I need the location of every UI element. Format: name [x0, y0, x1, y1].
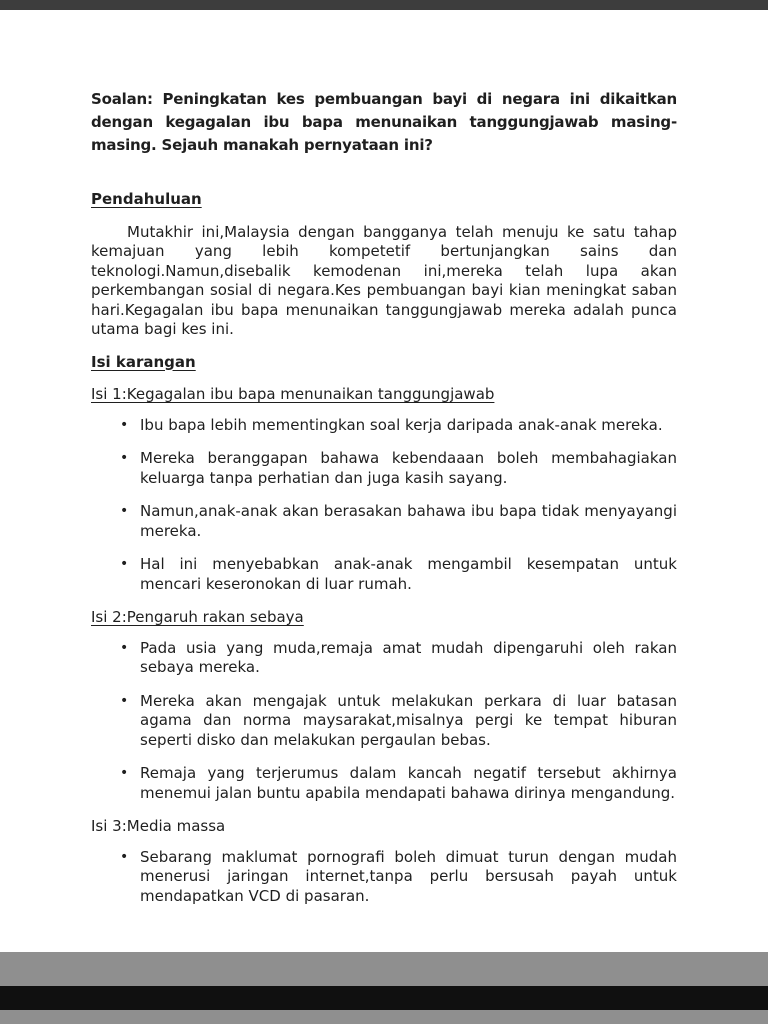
bullet-text: Ibu bapa lebih mementingkan soal kerja daripada anak-anak mereka.	[140, 415, 663, 434]
bullet-text: Mereka akan mengajak untuk melakukan perkara di luar batasan agama dan norma maysarakat,misalnya pergi ke tempat hiburan seperti disko dan melakukan pergaulan bebas.	[140, 691, 677, 749]
bullet-text: Sebarang maklumat pornografi boleh dimuat turun dengan mudah menerusi jaringan internet,tanpa perlu bersusah payah untuk mendapatkan VCD di pasaran.	[140, 847, 677, 905]
heading-isi-1: Isi 1:Kegagalan ibu bapa menunaikan tanggungjawab	[91, 385, 495, 403]
bullet-text: Pada usia yang muda,remaja amat mudah dipengaruhi oleh rakan sebaya mereka.	[140, 638, 677, 676]
bullet-item	[91, 416, 677, 436]
heading-isi-karangan: Isi karangan	[91, 352, 196, 371]
document-page	[0, 10, 768, 952]
bullet-item	[91, 555, 677, 594]
viewer-background	[0, 952, 768, 1024]
isi-3-bullet-list	[91, 848, 677, 907]
isi-2-bullet-list	[91, 639, 677, 804]
bullet-item	[91, 764, 677, 803]
pendahuluan-paragraph: Mutakhir ini,Malaysia dengan bangganya telah menuju ke satu tahap kemajuan yang lebih kompetetif bertunjangkan sains dan teknologi.Namun,disebalik kemodenan ini,mereka telah lupa akan perkembangan sosial di negara.Kes pembuangan bayi kian meningkat saban hari.Kegagalan ibu bapa menunaikan tanggungjawab mereka adalah punca utama bagi kes ini.	[91, 222, 677, 338]
bullet-text: Remaja yang terjerumus dalam kancah negatif tersebut akhirnya menemui jalan buntu apabila mendapati bahawa dirinya mengandung.	[140, 764, 677, 802]
viewer-bottom-bar	[0, 986, 768, 1010]
essay-question: Soalan: Peningkatan kes pembuangan bayi di negara ini dikaitkan dengan kegagalan ibu bapa menunaikan tanggungjawab masing-masing. Sejauh manakah pernyataan ini?	[91, 90, 677, 154]
isi-1-bullet-list	[91, 416, 677, 595]
bullet-text: Mereka beranggapan bahawa kebendaaan boleh membahagiakan keluarga tanpa perhatian dan juga kasih sayang.	[140, 449, 677, 487]
viewer-top-edge	[0, 0, 768, 10]
heading-isi-3: Isi 3:Media massa	[91, 817, 226, 835]
bullet-text: Namun,anak-anak akan berasakan bahawa ibu bapa tidak menyayangi mereka.	[140, 502, 677, 540]
heading-pendahuluan: Pendahuluan	[91, 190, 202, 208]
bullet-item	[91, 639, 677, 678]
bullet-item	[91, 502, 677, 541]
heading-isi-2: Isi 2:Pengaruh rakan sebaya	[91, 608, 304, 626]
bullet-item	[91, 848, 677, 907]
bullet-item	[91, 449, 677, 488]
bullet-text: Hal ini menyebabkan anak-anak mengambil kesempatan untuk mencari keseronokan di luar rumah.	[140, 555, 677, 593]
bullet-item	[91, 692, 677, 751]
